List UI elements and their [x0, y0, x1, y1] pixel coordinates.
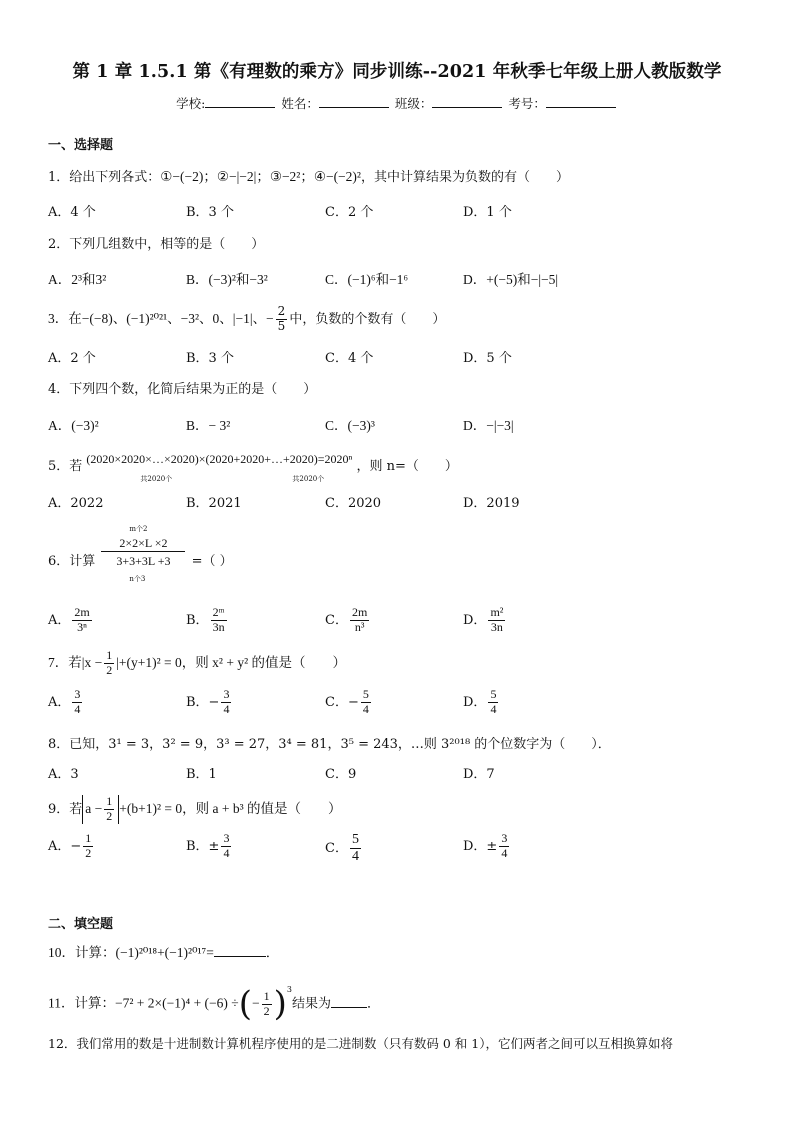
q3-frac-den: 5	[277, 318, 286, 333]
q9-option-c[interactable]	[325, 832, 363, 865]
question-1	[48, 165, 569, 185]
q6-a-num: 2m	[74, 605, 90, 619]
question-12: 12．我们常用的数是十进制数计算机程序使用的是二进制数（只有数码 0 和 1），它们两者之间可以互相换算如将	[48, 1036, 673, 1051]
q4-option-d[interactable]: D．−|−3|	[463, 418, 514, 433]
q7-d-den: 4	[490, 701, 497, 716]
section-heading-fill: 二、填空题	[48, 917, 114, 932]
q1-option-d[interactable]: D．1 个	[463, 205, 512, 220]
q6-prefix: 6．计算	[48, 554, 96, 569]
q8-option-d[interactable]: D．7	[463, 767, 495, 782]
q9-option-a[interactable]	[48, 832, 95, 861]
q9-frac-num: 1	[106, 794, 113, 808]
q11-answer-blank[interactable]	[331, 996, 367, 1008]
q1-suffix: ，其中计算结果为负数的有（ ）	[360, 170, 569, 185]
q9-d-num: 3	[501, 831, 508, 845]
q5-option-d[interactable]: D．2019	[463, 496, 520, 511]
q9-mid: +(b+1)² = 0，则 a + b³ 的值是（ ）	[119, 800, 342, 816]
q7-c-den: 4	[362, 701, 369, 716]
section-heading-choice: 一、选择题	[48, 138, 114, 153]
q9-c-num: 5	[350, 832, 361, 849]
q4-option-a[interactable]: A．(−3)²	[48, 418, 99, 433]
q6-option-d[interactable]	[463, 606, 507, 635]
q6-b-num: 2ᵐ	[211, 606, 227, 621]
question-9	[48, 795, 342, 824]
q6-a-label: A．	[48, 612, 71, 628]
q6-fraction	[99, 525, 187, 590]
q9-d-fraction	[499, 832, 509, 861]
q6-c-num: 2m	[351, 605, 368, 619]
q9-frac-den: 2	[106, 808, 113, 823]
q3-option-c[interactable]: C．4 个	[325, 351, 374, 366]
q2-option-d[interactable]: D．+(−5)和−|−5|	[463, 272, 559, 287]
question-6	[48, 525, 233, 590]
q6-c-den: n³	[354, 619, 365, 634]
q6-suffix: =（ ）	[191, 554, 233, 569]
q11-frac-den: 2	[263, 1003, 270, 1018]
q3-fraction	[276, 305, 288, 334]
q9-a-fraction	[83, 832, 93, 861]
page-title: 第 1 章 1.5.1 第《有理数的乘方》同步训练--2021 年秋季七年级上册人教版数学	[72, 62, 722, 82]
q5-option-b[interactable]: B．2021	[186, 496, 242, 511]
q11-left-paren: (	[238, 984, 252, 1024]
q9-option-b[interactable]	[186, 832, 233, 861]
q11-suffix: 结果为	[291, 996, 331, 1012]
q9-a-den: 2	[85, 845, 92, 860]
q6-d-den: 3n	[490, 619, 503, 634]
q6-a-fraction	[72, 606, 91, 635]
q7-option-b[interactable]	[186, 688, 233, 717]
class-blank[interactable]	[432, 96, 502, 108]
q6-d-label: D．	[463, 612, 487, 628]
q9-b-label: B．±	[186, 838, 220, 854]
q8-option-a[interactable]: A．3	[48, 767, 79, 782]
q5-suffix: ，则 n=（ ）	[356, 459, 458, 474]
q3-prefix: 3．在−(−8)、(−1)²⁰²¹、−3²、0、|−1|、−	[48, 310, 274, 326]
q9-d-den: 4	[501, 845, 508, 860]
q9-prefix: 9．若	[48, 801, 83, 817]
q5-underbrace-note-1: 共2020个	[140, 475, 173, 483]
q5-expression-wrap	[86, 452, 353, 483]
q1-prefix: 1．给出下列各式：	[48, 170, 161, 185]
q9-b-num: 3	[223, 831, 230, 845]
q6-bottom-note: n个3	[129, 575, 146, 583]
q4-option-c[interactable]: C．(−3)³	[325, 418, 375, 433]
q7-d-label: D．	[463, 694, 487, 710]
q3-suffix: 中，负数的个数有（ ）	[289, 311, 446, 327]
q7-c-fraction	[361, 688, 371, 717]
q11-end: ．	[366, 996, 380, 1012]
q2-option-c[interactable]: C．(−1)⁶和−1⁶	[325, 272, 409, 287]
q8-option-c[interactable]: C．9	[325, 767, 357, 782]
question-10	[48, 941, 279, 961]
q7-b-fraction	[221, 688, 231, 717]
q7-b-label: B．−	[186, 694, 220, 710]
q7-prefix: 7．若|x −	[48, 654, 103, 670]
q7-a-fraction	[72, 688, 82, 717]
q2-option-a[interactable]: A．2³和3²	[48, 272, 107, 287]
q6-top-note: m个2	[129, 525, 148, 533]
q5-underbrace-note-2: 共2020个	[292, 475, 325, 483]
q10-prefix: 10．计算：(−1)²⁰¹⁸+(−1)²⁰¹⁷=	[48, 945, 214, 960]
q6-d-num: m²	[490, 605, 504, 619]
q11-right-paren: )	[273, 984, 287, 1024]
question-2: 2．下列几组数中，相等的是（ ）	[48, 237, 265, 252]
q9-c-label: C．	[325, 841, 348, 857]
q7-option-a[interactable]	[48, 688, 84, 717]
question-11	[48, 984, 380, 1024]
q6-option-b[interactable]	[186, 606, 229, 635]
q5-option-c[interactable]: C．2020	[325, 496, 382, 511]
q9-b-fraction	[221, 832, 231, 861]
q6-b-den: 3n	[212, 619, 225, 634]
q3-frac-num: 2	[277, 304, 286, 318]
q9-option-d[interactable]	[463, 832, 511, 861]
q5-prefix: 5．若	[48, 459, 83, 474]
q4-option-b[interactable]: B．− 3²	[186, 418, 231, 433]
q7-frac-num: 1	[106, 648, 113, 662]
q7-c-label: C．−	[325, 694, 359, 710]
q10-answer-blank[interactable]	[214, 945, 266, 957]
question-4: 4．下列四个数，化简后结果为正的是（ ）	[48, 382, 317, 397]
q6-b-fraction	[211, 606, 227, 635]
q1-option-a[interactable]: A．4 个	[48, 205, 96, 220]
q7-a-label: A．	[48, 694, 71, 710]
q9-abs-value	[82, 795, 119, 824]
q11-neg: −	[251, 995, 260, 1011]
q6-c-label: C．	[325, 612, 348, 628]
q7-d-num: 5	[490, 687, 497, 701]
q5-option-a[interactable]: A．2022	[48, 496, 104, 511]
question-3	[48, 305, 445, 334]
q7-mid: |+(y+1)² = 0，则 x² + y² 的值是（ ）	[116, 654, 346, 670]
q7-a-den: 4	[74, 701, 81, 716]
q6-b-label: B．	[186, 612, 209, 628]
q7-b-num: 3	[223, 687, 230, 701]
q6-option-c[interactable]	[325, 606, 371, 635]
q9-c-fraction	[350, 832, 361, 865]
q8-option-b[interactable]: B．1	[186, 767, 217, 782]
q9-a-label: A．−	[48, 838, 82, 854]
q3-option-b[interactable]: B．3 个	[186, 351, 234, 366]
school-label: 学校:	[176, 96, 206, 111]
q11-prefix: 11．计算：−7² + 2×(−1)⁴ + (−6) ÷	[48, 995, 239, 1011]
name-label: 姓名：	[281, 96, 319, 111]
question-8: 8．已知，3¹ = 3，3² = 9，3³ = 27，3⁴ = 81，3⁵ = 243，…则 3²⁰¹⁸ 的个位数字为（ ）．	[48, 737, 611, 752]
q1-expressions: ①−(−2)；②−|−2|；③−2²；④−(−2)²	[160, 169, 361, 184]
q7-a-num: 3	[74, 687, 81, 701]
q9-abs-inner: a −	[85, 800, 103, 816]
q6-d-fraction	[488, 606, 505, 635]
q3-option-a[interactable]: A．2 个	[48, 351, 96, 366]
q5-expression: (2020×2020×…×2020)×(2020+2020+…+2020)=2020ⁿ	[86, 452, 353, 466]
q7-d-fraction	[488, 688, 498, 717]
q9-b-den: 4	[223, 845, 230, 860]
q7-c-num: 5	[362, 687, 369, 701]
class-label: 班级：	[394, 96, 433, 111]
exam-no-blank[interactable]	[546, 96, 616, 108]
q2-option-b[interactable]: B．(−3)²和−3²	[186, 272, 268, 287]
school-blank[interactable]	[205, 96, 275, 108]
q3-option-d[interactable]: D．5 个	[463, 351, 512, 366]
student-info-line	[0, 94, 794, 112]
name-blank[interactable]	[319, 96, 389, 108]
q7-option-c[interactable]	[325, 688, 373, 717]
q6-option-a[interactable]	[48, 606, 94, 635]
q10-suffix: ．	[265, 946, 279, 961]
q7-fraction	[104, 649, 114, 678]
exam-no-label: 考号：	[508, 96, 546, 111]
q6-a-den: 3ⁿ	[77, 619, 87, 634]
q1-option-b[interactable]: B．3 个	[186, 205, 234, 220]
q9-d-label: D．±	[463, 838, 498, 854]
q11-fraction	[262, 990, 272, 1019]
q6-denominator: 3+3+3L +3	[116, 554, 171, 568]
q6-numerator: 2×2×L ×2	[101, 536, 185, 552]
q1-option-c[interactable]: C．2 个	[325, 205, 374, 220]
q9-fraction	[104, 795, 114, 824]
question-7	[48, 649, 346, 678]
q7-b-den: 4	[223, 701, 230, 716]
q11-exponent: 3	[286, 985, 292, 995]
question-5	[48, 452, 458, 483]
q6-c-fraction	[350, 606, 369, 635]
q9-a-num: 1	[85, 831, 92, 845]
q7-frac-den: 2	[106, 662, 113, 677]
q7-option-d[interactable]	[463, 688, 500, 717]
q11-frac-num: 1	[263, 988, 270, 1003]
q9-c-den: 4	[351, 849, 359, 865]
